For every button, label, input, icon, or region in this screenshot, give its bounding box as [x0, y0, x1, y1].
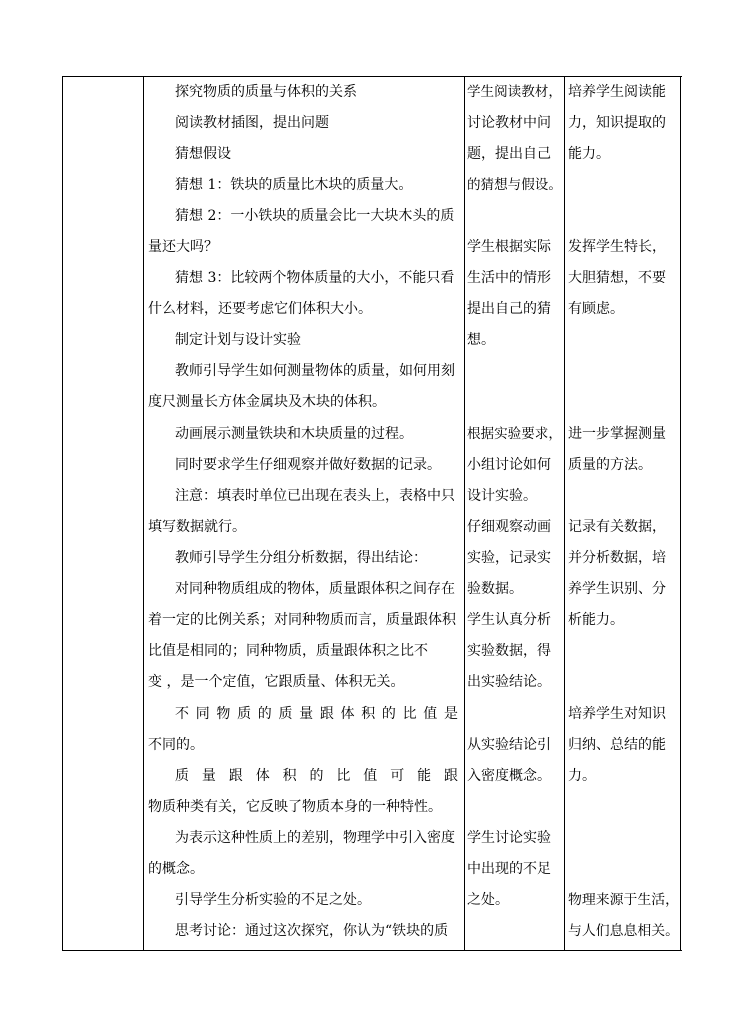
- intent-line: 进一步掌握测量: [568, 426, 666, 442]
- intent-line: 析能力。: [568, 612, 624, 628]
- activity-line: 猜想 1：铁块的质量比木块的质量大。: [175, 177, 413, 193]
- activity-line: 猜想 2：一小铁块的质量会比一大块木头的质: [175, 208, 455, 224]
- activity-line: 动画展示测量铁块和木块质量的过程。: [175, 426, 413, 442]
- activity-line: 制定计划与设计实验: [175, 332, 301, 348]
- student-line: 提出自己的猜: [467, 301, 551, 317]
- intent-line: 力。: [568, 768, 596, 784]
- student-activity-cell: [467, 76, 563, 951]
- student-line: 仔细观察动画: [467, 519, 551, 535]
- activity-line: 什么材料，还要考虑它们体积大小。: [148, 301, 372, 317]
- activity-line: 同时要求学生仔细观察并做好数据的记录。: [175, 457, 441, 473]
- intent-line: 力，知识提取的: [568, 115, 666, 131]
- activity-line: 度尺测量长方体金属块及木块的体积。: [148, 394, 386, 410]
- student-line: 根据实验要求，: [467, 426, 562, 442]
- activity-line: 着一定的比例关系；对同种物质而言，质量跟体积: [148, 612, 456, 628]
- activity-line: 教师引导学生分组分析数据，得出结论：: [175, 550, 427, 566]
- activity-line: 物质种类有关，它反映了物质本身的一种特性。: [148, 799, 442, 815]
- activity-line: 探究物质的质量与体积的关系: [175, 84, 357, 100]
- activity-line: 引导学生分析实验的不足之处。: [175, 892, 371, 908]
- intent-line: 物理来源于生活，: [568, 892, 680, 908]
- intent-line: 发挥学生特长，: [568, 239, 666, 255]
- student-line: 入密度概念。: [467, 768, 551, 784]
- activity-line: 为表示这种性质上的差别，物理学中引入密度: [175, 830, 455, 846]
- student-line: 学生根据实际: [467, 239, 551, 255]
- student-line: 小组讨论如何: [467, 457, 551, 473]
- intent-line: 有顾虑。: [568, 301, 624, 317]
- student-line: 设计实验。: [467, 488, 537, 504]
- student-line: 中出现的不足: [467, 861, 551, 877]
- teaching-activity-cell: [145, 76, 463, 951]
- stage-column-cell: [63, 76, 143, 951]
- activity-line: 教师引导学生如何测量物体的质量，如何用刻: [175, 363, 455, 379]
- student-line: 之处。: [467, 892, 509, 908]
- student-line: 讨论教材中问: [467, 115, 551, 131]
- activity-line: 猜想假设: [175, 146, 231, 162]
- intent-line: 大胆猜想，不要: [568, 270, 666, 286]
- student-line: 从实验结论引: [467, 737, 551, 753]
- lesson-table: [62, 76, 681, 951]
- activity-line: 比值是相同的；同种物质，质量跟体积之比不: [148, 643, 428, 659]
- student-line: 学生认真分析: [467, 612, 551, 628]
- col-border-4: [564, 76, 565, 951]
- student-line: 的猜想与假设。: [467, 177, 562, 193]
- intent-line: 并分析数据，培: [568, 550, 666, 566]
- activity-line: 的概念。: [148, 861, 204, 877]
- activity-line: 不同的。: [148, 737, 204, 753]
- intent-line: 归纳、总结的能: [568, 737, 666, 753]
- intent-line: 能力。: [568, 146, 610, 162]
- student-line: 想。: [467, 332, 495, 348]
- intent-line: 培养学生对知识: [568, 706, 666, 722]
- intent-line: 培养学生阅读能: [568, 84, 666, 100]
- student-line: 学生讨论实验: [467, 830, 551, 846]
- activity-line: 注意：填表时单位已出现在表头上，表格中只: [175, 488, 455, 504]
- activity-line: 变 ，是一个定值，它跟质量、体积无关。: [148, 674, 405, 690]
- activity-line: 质量跟体积的比值可能跟: [175, 768, 458, 784]
- activity-line: 量还大吗？: [148, 239, 218, 255]
- student-line: 实验，记录实: [467, 550, 551, 566]
- intent-line: 养学生识别、分: [568, 581, 666, 597]
- activity-line: 填写数据就行。: [148, 519, 246, 535]
- design-intent-cell: [568, 76, 680, 951]
- activity-line: 思考讨论：通过这次探究，你认为“铁块的质: [175, 923, 449, 939]
- col-border-5: [680, 76, 681, 951]
- student-line: 学生阅读教材，: [467, 84, 562, 100]
- activity-line: 阅读教材插图，提出问题: [175, 115, 329, 131]
- student-line: 生活中的情形: [467, 270, 551, 286]
- col-border-3: [464, 76, 465, 951]
- student-line: 实验数据，得: [467, 643, 551, 659]
- col-border-2: [143, 76, 144, 951]
- student-line: 题，提出自己: [467, 146, 551, 162]
- intent-line: 与人们息息相关。: [568, 923, 680, 939]
- student-line: 验数据。: [467, 581, 523, 597]
- activity-line: 对同种物质组成的物体，质量跟体积之间存在: [175, 581, 455, 597]
- intent-line: 质量的方法。: [568, 457, 652, 473]
- student-line: 出实验结论。: [467, 674, 551, 690]
- intent-line: 记录有关数据，: [568, 519, 666, 535]
- activity-line: 不同物质的质量跟体积的比值是: [175, 706, 458, 722]
- activity-line: 猜想 3：比较两个物体质量的大小，不能只看: [175, 270, 455, 286]
